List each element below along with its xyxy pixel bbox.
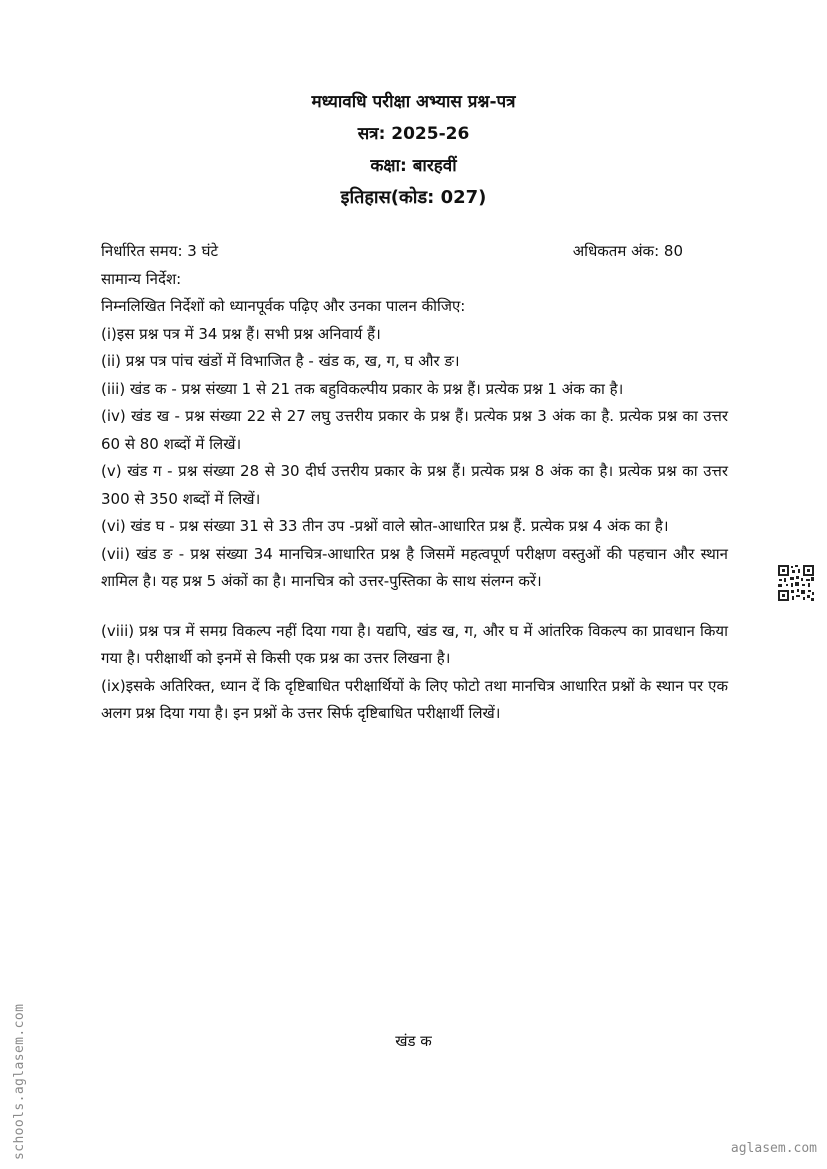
instruction-item: (v) खंड ग - प्रश्न संख्या 28 से 30 दीर्घ उत्तरीय प्रकार के प्रश्न हैं। प्रत्येक प्रश्न 8 अंक का है। प्रत्येक प्रश्न का उत्तर 300 से 350 शब्दों में लिखें। xyxy=(101,462,728,508)
instruction-item: (ii) प्रश्न पत्र पांच खंडों में विभाजित है - खंड क, ख, ग, घ और ङ। xyxy=(101,352,460,370)
time-allowed: निर्धारित समय: 3 घंटे xyxy=(101,242,219,260)
instructions-block xyxy=(101,238,728,728)
bottom-watermark: aglasem.com xyxy=(730,1141,817,1156)
instructions-intro: निम्नलिखित निर्देशों को ध्यानपूर्वक पढ़िए और उनका पालन कीजिए: xyxy=(101,297,466,315)
instruction-item: (viii) प्रश्न पत्र में समग्र विकल्प नहीं दिया गया है। यद्यपि, खंड ख, ग, और घ में आंतरिक विकल्प का प्रावधान किया गया है। परीक्षार्थी को इनमें से किसी एक प्रश्न का उत्तर लिखना है। xyxy=(101,621,728,667)
instruction-item: (vi) खंड घ - प्रश्न संख्या 31 से 33 तीन उप -प्रश्नों वाले स्रोत-आधारित प्रश्न हैं. प्रत्येक प्रश्न 4 अंक का है। xyxy=(101,517,669,535)
instruction-item: (iii) खंड क - प्रश्न संख्या 1 से 21 तक बहुविकल्पीय प्रकार के प्रश्न हैं। प्रत्येक प्रश्न 1 अंक का है। xyxy=(101,379,624,398)
instructions-heading: सामान्य निर्देश: xyxy=(101,269,182,288)
session-label: सत्र: 2025-26 xyxy=(357,124,470,144)
instruction-item: (vii) खंड ङ - प्रश्न संख्या 34 मानचित्र-आधारित प्रश्न है जिसमें महत्वपूर्ण परीक्षण वस्तुओं की पहचान और स्थान शामिल है। यह प्रश्न 5 अंकों का है। मानचित्र को उत्तर-पुस्तिका के साथ संलग्न करें। xyxy=(101,544,728,590)
time-marks-row xyxy=(101,238,683,266)
instruction-item: (i)इस प्रश्न पत्र में 34 प्रश्न हैं। सभी प्रश्न अनिवार्य हैं। xyxy=(101,324,381,343)
side-watermark: schools.aglasem.com xyxy=(12,1003,27,1160)
spacer xyxy=(101,596,728,618)
paper-title: मध्यावधि परीक्षा अभ्यास प्रश्न-पत्र xyxy=(311,92,516,112)
qr-code-icon[interactable] xyxy=(777,564,815,602)
instruction-item: (iv) खंड ख - प्रश्न संख्या 22 से 27 लघु उत्तरीय प्रकार के प्रश्न हैं। प्रत्येक प्रश्न 3 अंक का है. प्रत्येक प्रश्न का उत्तर 60 से 80 शब्दों में लिखें। xyxy=(101,407,728,453)
max-marks: अधिकतम अंक: 80 xyxy=(572,242,683,260)
subject-label: इतिहास(कोड: 027) xyxy=(340,187,487,208)
section-heading: खंड क xyxy=(395,1032,432,1050)
instruction-item: (ix)इसके अतिरिक्त, ध्यान दें कि दृष्टिबाधित परीक्षार्थियों के लिए फोटो तथा मानचित्र आधारित प्रश्नों के स्थान पर एक अलग प्रश्न दिया गया है। इन प्रश्नों के उत्तर सिर्फ दृष्टिबाधित परीक्षार्थी लिखें। xyxy=(101,676,728,722)
class-label: कक्षा: बारहवीं xyxy=(370,156,457,176)
paper-header xyxy=(0,86,827,214)
